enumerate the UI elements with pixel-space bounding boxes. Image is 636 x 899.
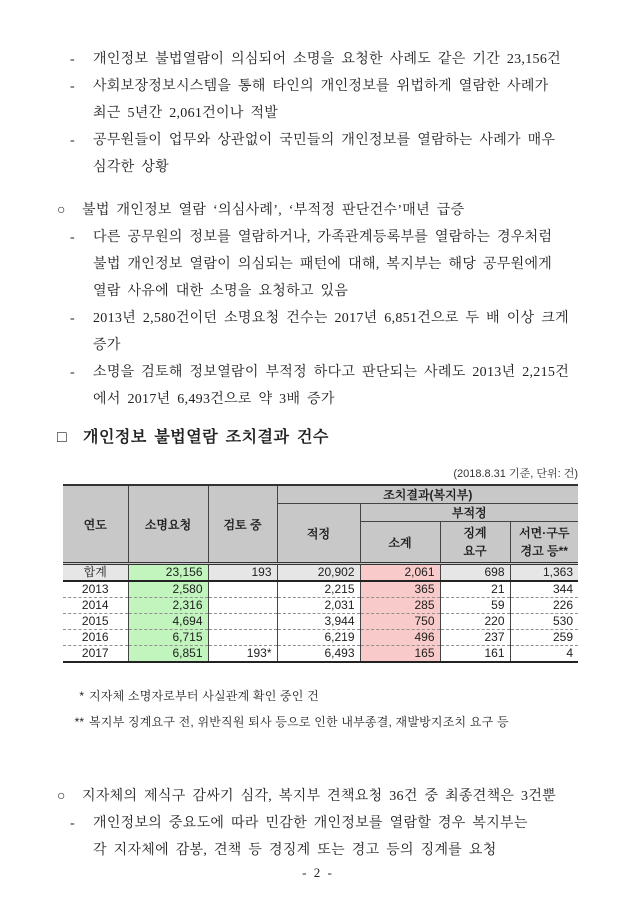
cell-year: 2015 [63, 614, 128, 630]
table-row-2017 [63, 646, 578, 663]
table-row-2015 [63, 614, 578, 630]
dash-marker: - [70, 311, 75, 326]
square-marker: □ [57, 429, 68, 446]
table-row-2013 [63, 581, 578, 598]
dash-marker: - [70, 133, 75, 148]
suspect-cases-section [0, 197, 636, 413]
cell-year: 2017 [63, 646, 128, 663]
col-header-request: 소명요청 [128, 485, 208, 564]
bullet-line: 열람 사유에 대한 소명을 요청하고 있음 [93, 284, 349, 299]
table-row-total [63, 564, 578, 582]
circle-marker: ○ [57, 203, 66, 218]
footnote [63, 709, 636, 735]
col-header-discipline [440, 522, 510, 564]
cell-review: 193 [208, 564, 277, 582]
header-line: 요구 [463, 544, 487, 558]
section-heading-text: 지자체의 제식구 감싸기 심각, 복지부 견책요청 36건 중 최종견책은 3건뿐 [82, 789, 556, 804]
cell-review [208, 630, 277, 646]
cell-request: 6,715 [128, 630, 208, 646]
cell-appropriate: 6,219 [277, 630, 360, 646]
bullet-line: 개인정보 불법열람이 의심되어 소명을 요청한 사례도 같은 기간 23,156건 [93, 52, 561, 67]
section-heading [57, 197, 636, 224]
table-section-title-text: 개인정보 불법열람 조치결과 건수 [83, 429, 329, 446]
bullet-item [70, 359, 636, 413]
bullet-line: 공무원들이 업무와 상관없이 국민들의 개인정보를 열람하는 사례가 매우 [93, 133, 556, 148]
table-section-title [57, 426, 636, 450]
bullet-line: 개인정보의 중요도에 따라 민감한 개인정보를 열람할 경우 복지부는 [93, 816, 528, 831]
table-footnotes [63, 683, 636, 735]
cell-subtotal: 2,061 [360, 564, 440, 582]
cell-appropriate: 2,215 [277, 581, 360, 598]
header-line: 징계 [463, 526, 487, 540]
table-wrapper [63, 484, 636, 663]
page-number: - 2 - [302, 865, 334, 880]
bullet-item [70, 224, 636, 305]
dash-marker: - [70, 230, 75, 245]
col-header-subtotal: 소계 [360, 522, 440, 564]
asterisk-marker: ** [74, 715, 84, 729]
bullet-item [70, 73, 636, 127]
table-row-2016 [63, 630, 578, 646]
bullet-line: 최근 5년간 2,061건이나 적발 [93, 106, 279, 121]
cell-year: 2014 [63, 598, 128, 614]
asterisk-marker: * [79, 689, 84, 703]
cell-subtotal: 365 [360, 581, 440, 598]
col-header-result-group: 조치결과(복지부) [277, 485, 578, 504]
table-section [0, 426, 636, 735]
cell-year: 2013 [63, 581, 128, 598]
col-header-warning [510, 522, 578, 564]
cell-discipline: 59 [440, 598, 510, 614]
bullet-line: 증가 [93, 338, 121, 353]
cell-appropriate: 20,902 [277, 564, 360, 582]
cell-warning: 226 [510, 598, 578, 614]
cell-warning: 530 [510, 614, 578, 630]
cell-discipline: 161 [440, 646, 510, 663]
bullet-line: 2013년 2,580건이던 소명요청 건수는 2017년 6,851건으로 두 배 이상 크게 [93, 311, 569, 326]
footnote [63, 683, 636, 709]
bullet-line: 각 지자체에 감봉, 견책 등 경징계 또는 경고 등의 징계를 요청 [93, 843, 497, 858]
bullet-line: 에서 2017년 6,493건으로 약 3배 증가 [93, 392, 335, 407]
bullet-item [70, 810, 636, 864]
cell-subtotal: 496 [360, 630, 440, 646]
section-heading [57, 783, 636, 810]
cell-review [208, 598, 277, 614]
bullet-line: 심각한 상황 [93, 160, 169, 175]
circle-marker: ○ [57, 789, 66, 804]
cell-request: 4,694 [128, 614, 208, 630]
dash-marker: - [70, 365, 75, 380]
footnote-text: 지자체 소명자로부터 사실관계 확인 중인 건 [89, 689, 319, 703]
cell-warning: 344 [510, 581, 578, 598]
table-row-2014 [63, 598, 578, 614]
cell-subtotal: 285 [360, 598, 440, 614]
cell-discipline: 237 [440, 630, 510, 646]
cell-warning: 1,363 [510, 564, 578, 582]
cell-appropriate: 3,944 [277, 614, 360, 630]
sub-bullet-list [70, 810, 636, 864]
bullet-item [70, 305, 636, 359]
dash-marker: - [70, 79, 75, 94]
cell-review: 193* [208, 646, 277, 663]
header-line: 경고 등** [520, 544, 568, 558]
cell-appropriate: 6,493 [277, 646, 360, 663]
col-header-year: 연도 [63, 485, 128, 564]
cell-request: 23,156 [128, 564, 208, 582]
cell-discipline: 21 [440, 581, 510, 598]
cell-request: 6,851 [128, 646, 208, 663]
measures-table [63, 484, 578, 663]
cell-year: 2016 [63, 630, 128, 646]
cell-year: 합계 [63, 564, 128, 582]
cell-subtotal: 165 [360, 646, 440, 663]
table-basis-note: (2018.8.31 기준, 단위: 건) [453, 468, 578, 480]
cell-subtotal: 750 [360, 614, 440, 630]
cell-request: 2,316 [128, 598, 208, 614]
col-header-inappropriate-group: 부적정 [360, 504, 578, 522]
discipline-section [0, 783, 636, 864]
cell-warning: 259 [510, 630, 578, 646]
cell-warning: 4 [510, 646, 578, 663]
bullet-line: 다른 공무원의 정보를 열람하거나, 가족관계등록부를 열람하는 경우처럼 [93, 230, 553, 245]
cell-request: 2,580 [128, 581, 208, 598]
cell-review [208, 614, 277, 630]
bullet-item [70, 127, 636, 181]
cell-review [208, 581, 277, 598]
footnote-text: 복지부 징계요구 전, 위반직원 퇴사 등으로 인한 내부종결, 재발방지조치 요구 등 [89, 715, 509, 729]
bullet-line: 불법 개인정보 열람이 의심되는 패턴에 대해, 복지부는 해당 공무원에게 [93, 257, 553, 272]
col-header-review: 검토 중 [208, 485, 277, 564]
dash-marker: - [70, 52, 75, 67]
col-header-appropriate: 적정 [277, 504, 360, 564]
cell-appropriate: 2,031 [277, 598, 360, 614]
cell-discipline: 698 [440, 564, 510, 582]
dash-marker: - [70, 816, 75, 831]
bullet-line: 사회보장정보시스템을 통해 타인의 개인정보를 위법하게 열람한 사례가 [93, 79, 549, 94]
header-line: 서면·구두 [519, 526, 570, 540]
bullet-item [70, 46, 636, 73]
sub-bullet-list [70, 224, 636, 413]
intro-bullet-list [70, 46, 636, 181]
cell-discipline: 220 [440, 614, 510, 630]
bullet-line: 소명을 검토해 정보열람이 부적정 하다고 판단되는 사례도 2013년 2,215건 [93, 365, 570, 380]
section-heading-text: 불법 개인정보 열람 ‘의심사례’, ‘부적정 판단건수’매년 급증 [82, 203, 465, 218]
